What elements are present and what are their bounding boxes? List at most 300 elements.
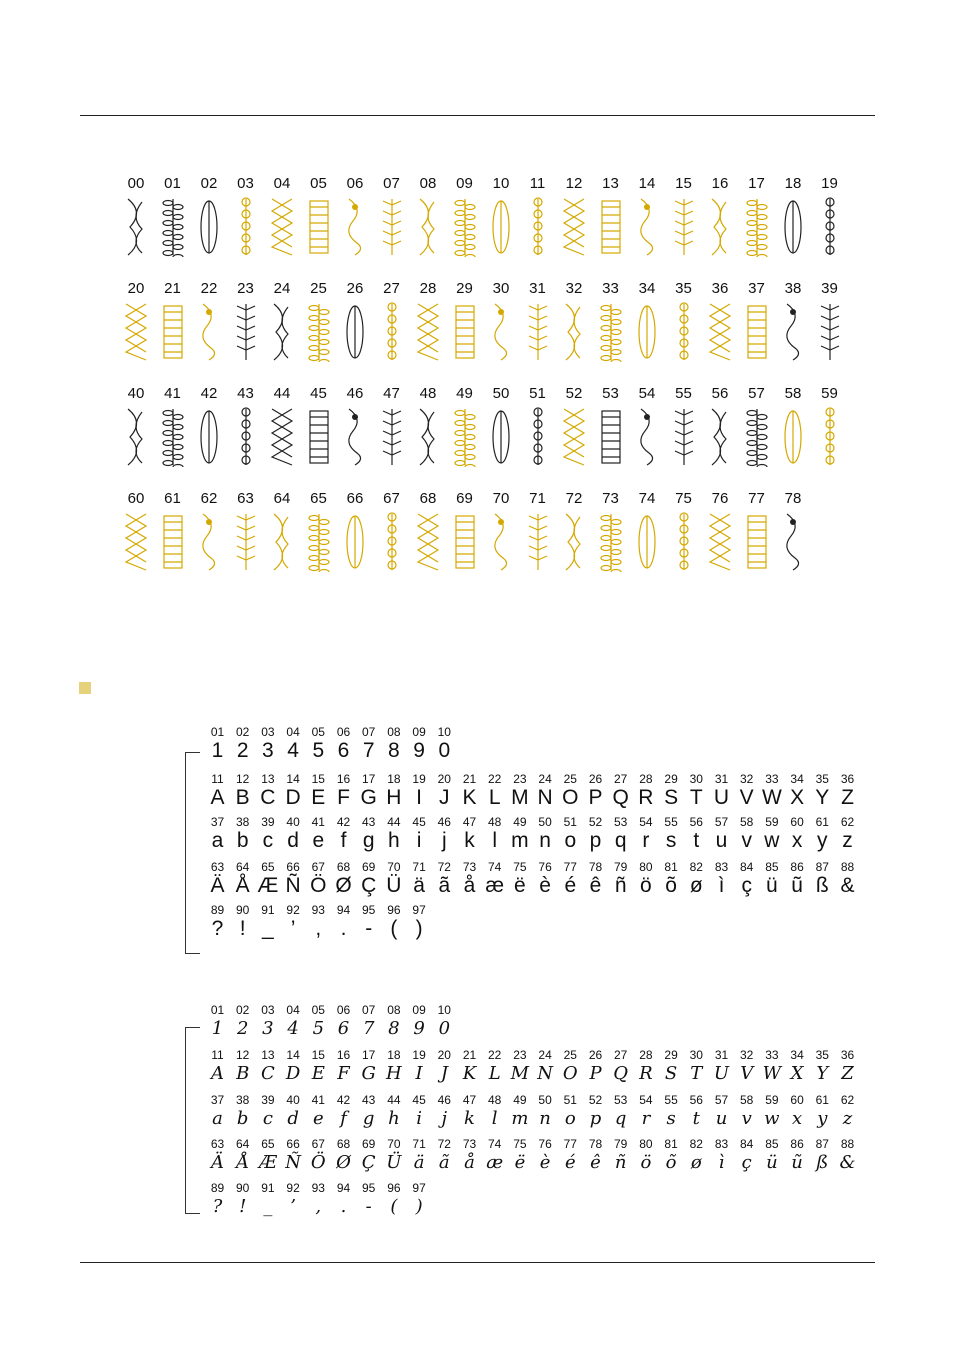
stitch-mark xyxy=(455,201,465,206)
character-number: 79 xyxy=(614,860,628,874)
stitch-pattern-icon xyxy=(307,197,331,257)
character-glyph: b xyxy=(236,829,249,852)
stitch-pattern-icon xyxy=(307,407,331,467)
stitch-mark xyxy=(757,435,767,440)
character-glyph: - xyxy=(365,1196,372,1217)
character-glyph: v xyxy=(741,1108,752,1129)
stitch-number: 41 xyxy=(164,385,181,402)
stitch-number: 78 xyxy=(784,490,802,507)
stitch-pattern xyxy=(556,385,592,485)
stitch-pattern-icon xyxy=(453,512,477,572)
stitch-mark xyxy=(601,346,611,351)
character-glyph: n xyxy=(539,1108,551,1129)
stitch-mark xyxy=(173,445,183,450)
character-cell xyxy=(583,1048,608,1086)
stitch-pattern xyxy=(629,280,665,380)
stitch-pattern-icon xyxy=(197,302,221,362)
stitch-pattern-icon xyxy=(708,512,732,572)
stitch-number: 24 xyxy=(273,280,291,297)
character-cell xyxy=(785,860,810,898)
character-glyph: J xyxy=(439,786,450,809)
character-number: 46 xyxy=(437,1093,451,1107)
character-cell xyxy=(356,903,381,941)
character-cell xyxy=(684,860,709,898)
stitch-pattern xyxy=(812,385,848,485)
character-glyph: ä xyxy=(413,1152,425,1173)
stitch-mark xyxy=(319,530,329,535)
stitch-pattern-icon xyxy=(380,197,404,257)
stitch-pattern xyxy=(812,175,848,275)
character-number: 36 xyxy=(840,1048,855,1062)
character-cell xyxy=(759,860,784,898)
stitch-mark xyxy=(309,566,319,571)
character-number: 27 xyxy=(614,1048,628,1062)
stitch-pattern-icon xyxy=(234,407,258,467)
character-glyph: ( xyxy=(390,1196,398,1217)
character-cell xyxy=(583,860,608,898)
character-number: 59 xyxy=(765,1093,779,1107)
stitch-pattern xyxy=(410,175,446,275)
stitch-mark xyxy=(465,445,475,450)
stitch-mark xyxy=(602,201,620,253)
stitch-pattern-icon xyxy=(343,407,367,467)
character-glyph: x xyxy=(792,1108,803,1129)
character-cell xyxy=(608,772,633,810)
stitch-mark xyxy=(455,431,465,436)
character-number: 15 xyxy=(311,1048,325,1062)
character-number: 71 xyxy=(412,1137,426,1151)
character-glyph: A xyxy=(210,786,225,809)
character-number: 29 xyxy=(664,772,678,786)
character-cell xyxy=(659,1048,684,1086)
stitch-pattern xyxy=(593,175,629,275)
character-cell xyxy=(734,860,759,898)
stitch-number: 76 xyxy=(711,490,729,507)
stitch-pattern-icon xyxy=(161,197,185,257)
character-cell xyxy=(432,815,457,853)
character-cell xyxy=(407,1137,432,1175)
character-cell xyxy=(356,815,381,853)
stitch-number: 43 xyxy=(237,385,254,402)
character-number: 44 xyxy=(387,815,401,829)
character-number: 80 xyxy=(639,1137,653,1151)
stitch-pattern-icon xyxy=(270,302,294,362)
character-glyph: m xyxy=(511,829,529,852)
character-cell xyxy=(633,1093,658,1131)
stitch-mark xyxy=(747,461,757,466)
stitch-mark xyxy=(126,304,146,360)
stitch-pattern-icon xyxy=(781,512,805,572)
character-cell xyxy=(205,860,230,898)
character-cell xyxy=(457,772,482,810)
character-glyph: h xyxy=(388,829,400,852)
stitch-pattern xyxy=(447,385,483,485)
character-glyph: o xyxy=(564,829,577,852)
stitch-pattern xyxy=(447,175,483,275)
stitch-mark xyxy=(757,255,767,258)
character-cell xyxy=(785,772,810,810)
stitch-pattern xyxy=(374,175,410,275)
character-number: 42 xyxy=(336,815,351,829)
stitch-mark xyxy=(710,514,730,570)
character-number: 79 xyxy=(614,1137,628,1151)
character-number: 32 xyxy=(740,772,754,786)
character-glyph: æ xyxy=(485,874,505,897)
stitch-mark xyxy=(790,309,796,315)
character-cell xyxy=(432,860,457,898)
stitch-number: 22 xyxy=(200,280,218,297)
character-number: 71 xyxy=(412,860,426,874)
character-glyph: 4 xyxy=(287,1018,299,1039)
stitch-pattern xyxy=(301,490,337,590)
character-glyph: T xyxy=(690,1063,703,1084)
character-number: 16 xyxy=(336,1048,351,1062)
character-glyph: Ç xyxy=(361,874,377,897)
character-number: 29 xyxy=(664,1048,678,1062)
stitch-mark xyxy=(163,201,173,206)
stitch-pattern xyxy=(191,490,227,590)
character-cell xyxy=(608,1048,633,1086)
stitch-mark xyxy=(564,409,584,457)
character-glyph: ø xyxy=(689,874,703,897)
stitch-pattern-icon xyxy=(745,512,769,572)
stitch-mark xyxy=(611,330,621,335)
stitch-number: 74 xyxy=(638,490,656,507)
stitch-mark xyxy=(319,560,329,565)
stitch-mark xyxy=(319,330,329,335)
character-number: 14 xyxy=(286,772,300,786)
character-cell xyxy=(230,903,255,941)
character-cell xyxy=(281,1181,306,1219)
stitch-pattern xyxy=(228,385,264,485)
stitch-pattern-icon xyxy=(781,407,805,467)
character-number: 07 xyxy=(362,1003,376,1017)
character-cell xyxy=(331,1048,356,1086)
stitch-mark xyxy=(352,414,358,420)
character-cell xyxy=(281,1048,306,1086)
character-number: 05 xyxy=(311,725,325,739)
character-cell xyxy=(331,1093,356,1131)
character-glyph: ä xyxy=(413,874,425,897)
stitch-pattern xyxy=(775,175,811,275)
stitch-mark xyxy=(136,202,142,253)
character-glyph: ç xyxy=(741,874,752,897)
character-cell xyxy=(255,1003,280,1041)
character-cell xyxy=(407,860,432,898)
character-cell xyxy=(583,772,608,810)
character-glyph: F xyxy=(337,786,350,809)
stitch-mark xyxy=(757,245,767,250)
stitch-number: 60 xyxy=(127,490,145,507)
character-number: 80 xyxy=(639,860,653,874)
character-glyph: C xyxy=(261,1063,275,1084)
character-glyph: H xyxy=(386,1063,402,1084)
character-glyph: B xyxy=(236,1063,250,1084)
character-glyph: ø xyxy=(690,1152,702,1173)
stitch-pattern xyxy=(118,280,154,380)
character-number: 19 xyxy=(412,1048,426,1062)
character-number: 07 xyxy=(362,725,376,739)
stitch-pattern xyxy=(556,175,592,275)
character-number: 62 xyxy=(840,1093,855,1107)
stitch-number: 49 xyxy=(456,385,473,402)
character-cell xyxy=(759,772,784,810)
character-number: 77 xyxy=(563,1137,577,1151)
character-glyph: k xyxy=(464,1108,475,1129)
character-number: 17 xyxy=(362,772,376,786)
stitch-mark xyxy=(309,326,319,331)
character-cell xyxy=(835,860,860,898)
character-glyph: ! xyxy=(239,1196,247,1217)
character-number: 19 xyxy=(412,772,426,786)
character-number: 90 xyxy=(236,1181,250,1195)
character-number: 95 xyxy=(362,903,376,917)
character-cell xyxy=(331,903,356,941)
character-glyph: ç xyxy=(741,1152,752,1173)
stitch-number: 12 xyxy=(565,175,583,192)
stitch-mark xyxy=(757,465,767,468)
character-number: 53 xyxy=(614,1093,628,1107)
stitch-mark xyxy=(456,516,474,568)
character-glyph: g xyxy=(362,1108,375,1129)
character-cell xyxy=(659,1093,684,1131)
stitch-number: 50 xyxy=(492,385,510,402)
character-cell xyxy=(281,1093,306,1131)
character-cell xyxy=(558,1048,583,1086)
character-glyph: h xyxy=(388,1108,400,1129)
stitch-mark xyxy=(455,251,465,256)
character-glyph: b xyxy=(236,1108,249,1129)
stitch-mark xyxy=(173,415,183,420)
stitch-pattern xyxy=(520,175,556,275)
stitch-mark xyxy=(465,465,475,468)
stitch-mark xyxy=(455,241,465,246)
block-font-chart xyxy=(185,725,865,945)
character-glyph: q xyxy=(614,1108,627,1129)
stitch-number: 03 xyxy=(237,175,254,192)
character-cell xyxy=(835,815,860,853)
character-number: 45 xyxy=(412,815,426,829)
stitch-pattern xyxy=(775,490,811,590)
character-number: 87 xyxy=(815,860,829,874)
character-number: 28 xyxy=(639,1048,653,1062)
stitch-pattern xyxy=(447,280,483,380)
character-glyph: 6 xyxy=(337,739,350,762)
character-number: 47 xyxy=(462,1093,477,1107)
character-cell xyxy=(482,772,507,810)
stitch-mark xyxy=(126,514,146,570)
stitch-pattern-icon xyxy=(234,302,258,362)
character-number: 81 xyxy=(664,860,678,874)
character-cell xyxy=(533,1137,558,1175)
stitch-mark xyxy=(757,445,767,450)
character-glyph: f xyxy=(340,1108,347,1129)
character-glyph: ( xyxy=(390,917,398,940)
stitch-pattern xyxy=(739,385,775,485)
stitch-mark xyxy=(173,205,183,210)
character-cell xyxy=(507,772,532,810)
stitch-number: 67 xyxy=(383,490,400,507)
character-glyph: u xyxy=(715,829,728,852)
character-cell xyxy=(558,860,583,898)
character-number: 23 xyxy=(513,1048,527,1062)
character-cell xyxy=(255,1048,280,1086)
character-cell xyxy=(306,903,331,941)
stitch-mark xyxy=(455,411,465,416)
stitch-pattern-icon xyxy=(343,302,367,362)
character-glyph: y xyxy=(817,829,828,852)
stitch-pattern-icon xyxy=(635,512,659,572)
character-glyph: W xyxy=(761,786,782,809)
character-glyph: r xyxy=(641,1108,651,1129)
character-cell xyxy=(432,1003,457,1041)
character-number: 43 xyxy=(362,1093,376,1107)
character-glyph: 2 xyxy=(236,739,249,762)
character-glyph: E xyxy=(311,786,326,809)
stitch-pattern-icon xyxy=(453,407,477,467)
character-glyph: Y xyxy=(816,1063,829,1084)
stitch-number: 39 xyxy=(821,280,838,297)
stitch-number: 21 xyxy=(164,280,181,297)
character-glyph: e xyxy=(312,829,325,852)
stitch-mark xyxy=(720,412,726,463)
stitch-mark xyxy=(757,235,767,240)
character-glyph: 3 xyxy=(262,739,274,762)
character-glyph: 7 xyxy=(362,739,375,762)
character-cell xyxy=(633,1137,658,1175)
character-cell xyxy=(734,1048,759,1086)
stitch-pattern-icon xyxy=(599,512,623,572)
character-number: 13 xyxy=(261,772,275,786)
stitch-pattern xyxy=(702,175,738,275)
stitch-mark xyxy=(309,336,319,341)
character-glyph: ñ xyxy=(614,874,627,897)
stitch-pattern-icon xyxy=(161,302,185,362)
character-cell xyxy=(785,1137,810,1175)
stitch-number: 59 xyxy=(821,385,838,402)
stitch-mark xyxy=(611,340,621,345)
stitch-number: 23 xyxy=(237,280,254,297)
stitch-number: 18 xyxy=(784,175,802,192)
character-glyph: ß xyxy=(816,1152,829,1173)
character-glyph: I xyxy=(415,1063,423,1084)
character-cell xyxy=(810,1093,835,1131)
stitch-number: 15 xyxy=(675,175,692,192)
stitch-number: 28 xyxy=(419,280,437,297)
character-cell xyxy=(306,860,331,898)
character-number: 24 xyxy=(538,772,552,786)
character-number: 12 xyxy=(236,1048,250,1062)
character-cell xyxy=(407,772,432,810)
stitch-number: 37 xyxy=(748,280,765,297)
stitch-mark xyxy=(465,455,475,460)
character-number: 94 xyxy=(336,903,351,917)
stitch-number: 68 xyxy=(419,490,437,507)
character-cell xyxy=(255,815,280,853)
character-glyph: Ü xyxy=(386,874,402,897)
stitch-mark xyxy=(574,517,580,568)
character-glyph: V xyxy=(739,786,754,809)
stitch-pattern-icon xyxy=(416,512,440,572)
character-number: 37 xyxy=(210,1093,225,1107)
character-glyph: k xyxy=(464,829,475,852)
character-glyph: Ö xyxy=(310,874,327,897)
stitch-mark xyxy=(747,411,757,416)
stitch-pattern xyxy=(666,280,702,380)
character-number: 63 xyxy=(210,1137,225,1151)
stitch-pattern xyxy=(118,490,154,590)
stitch-number: 77 xyxy=(748,490,765,507)
stitch-mark xyxy=(601,566,611,571)
character-number: 95 xyxy=(362,1181,376,1195)
stitch-pattern-icon xyxy=(818,302,842,362)
stitch-pattern-icon xyxy=(599,407,623,467)
character-number: 50 xyxy=(538,815,552,829)
stitch-mark xyxy=(601,306,611,311)
stitch-mark xyxy=(173,435,183,440)
character-cell xyxy=(533,1093,558,1131)
stitch-pattern xyxy=(191,280,227,380)
character-number: 70 xyxy=(387,1137,401,1151)
character-number: 87 xyxy=(815,1137,829,1151)
stitch-mark xyxy=(564,199,584,247)
character-cell xyxy=(281,725,306,763)
character-number: 73 xyxy=(462,1137,477,1151)
character-cell xyxy=(482,860,507,898)
stitch-number: 36 xyxy=(711,280,729,297)
stitch-mark xyxy=(309,346,319,351)
stitch-mark xyxy=(644,414,650,420)
character-glyph: p xyxy=(589,829,602,852)
character-cell xyxy=(709,1137,734,1175)
stitch-mark xyxy=(206,519,212,525)
stitch-mark xyxy=(611,550,621,555)
stitch-mark xyxy=(574,307,580,358)
character-cell xyxy=(432,1137,457,1175)
character-glyph: i xyxy=(416,829,422,852)
character-number: 63 xyxy=(210,860,225,874)
stitch-pattern-icon xyxy=(343,512,367,572)
character-cell xyxy=(709,815,734,853)
stitch-pattern-icon xyxy=(453,302,477,362)
stitch-mark xyxy=(757,225,767,230)
stitch-mark xyxy=(420,409,429,465)
character-number: 96 xyxy=(387,1181,401,1195)
character-cell xyxy=(407,1181,432,1219)
stitch-pattern-icon xyxy=(489,407,513,467)
character-glyph: G xyxy=(360,786,377,809)
character-number: 36 xyxy=(840,772,855,786)
stitch-mark xyxy=(274,514,283,570)
character-cell xyxy=(608,1137,633,1175)
stitch-mark xyxy=(747,431,757,436)
character-number: 82 xyxy=(689,860,703,874)
stitch-pattern xyxy=(264,175,300,275)
character-glyph: ! xyxy=(239,917,246,940)
character-number: 86 xyxy=(790,1137,804,1151)
character-number: 02 xyxy=(236,1003,250,1017)
character-glyph: S xyxy=(664,1063,678,1084)
character-number: 72 xyxy=(437,1137,451,1151)
character-number: 64 xyxy=(236,860,250,874)
stitch-mark xyxy=(465,215,475,220)
stitch-number: 56 xyxy=(711,385,729,402)
character-glyph: N xyxy=(537,786,553,809)
character-number: 34 xyxy=(790,1048,804,1062)
character-cell xyxy=(684,1093,709,1131)
stitch-mark xyxy=(163,231,173,236)
stitch-number: 48 xyxy=(419,385,437,402)
